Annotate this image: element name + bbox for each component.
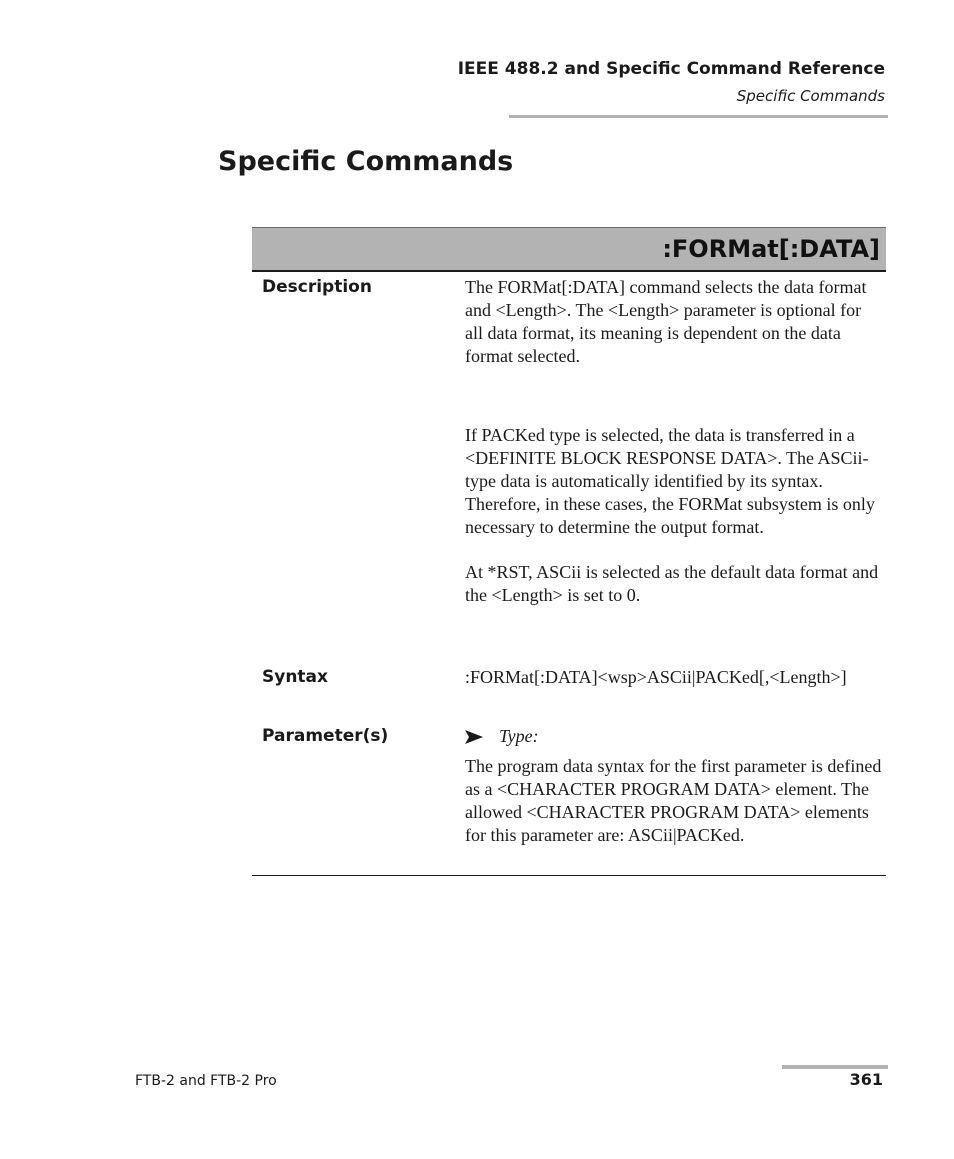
page-title: Specific Commands (218, 146, 514, 177)
footer-product: FTB-2 and FTB-2 Pro (135, 1073, 277, 1089)
running-header (458, 58, 885, 106)
description-label: Description (262, 277, 372, 297)
table-bottom-rule (252, 875, 886, 876)
syntax-content: :FORMat[:DATA]<wsp>ASCii|PACKed[,<Length>] (465, 667, 847, 687)
running-header-subtitle: Specific Commands (736, 87, 885, 105)
header-rule (509, 115, 888, 118)
syntax-label: Syntax (262, 667, 328, 687)
running-header-title: IEEE 488.2 and Specific Command Reference (457, 59, 885, 79)
parameter-name: Type: (499, 726, 539, 746)
command-name-header: :FORMat[:DATA] (252, 227, 886, 272)
parameter-item (465, 725, 883, 748)
description-paragraph: If PACKed type is selected, the data is transferred in a <DEFINITE BLOCK RESPONSE DATA>. The ASCii-type data is automatically identified by its syntax. Therefore, in these cases, the FORMat subsystem is only necessary to determine the output format. (465, 425, 875, 537)
parameter-description: The program data syntax for the first parameter is defined as a <CHARACTER PROGRAM DATA> element. The allowed <CHARACTER PROGRAM DATA> elements for this parameter are: ASCii|PACKed. (465, 756, 882, 845)
description-paragraph: The FORMat[:DATA] command selects the data format and <Length>. The <Length> parameter is optional for all data format, its meaning is dependent on the data format selected. (465, 277, 867, 366)
command-table (252, 227, 886, 845)
description-paragraph: At *RST, ASCii is selected as the default data format and the <Length> is set to 0. (465, 562, 879, 605)
arrowhead-bullet-icon (465, 730, 483, 744)
parameters-label: Parameter(s) (262, 726, 389, 746)
page-number: 361 (849, 1070, 883, 1089)
description-content (465, 276, 883, 607)
parameters-content (465, 725, 883, 847)
